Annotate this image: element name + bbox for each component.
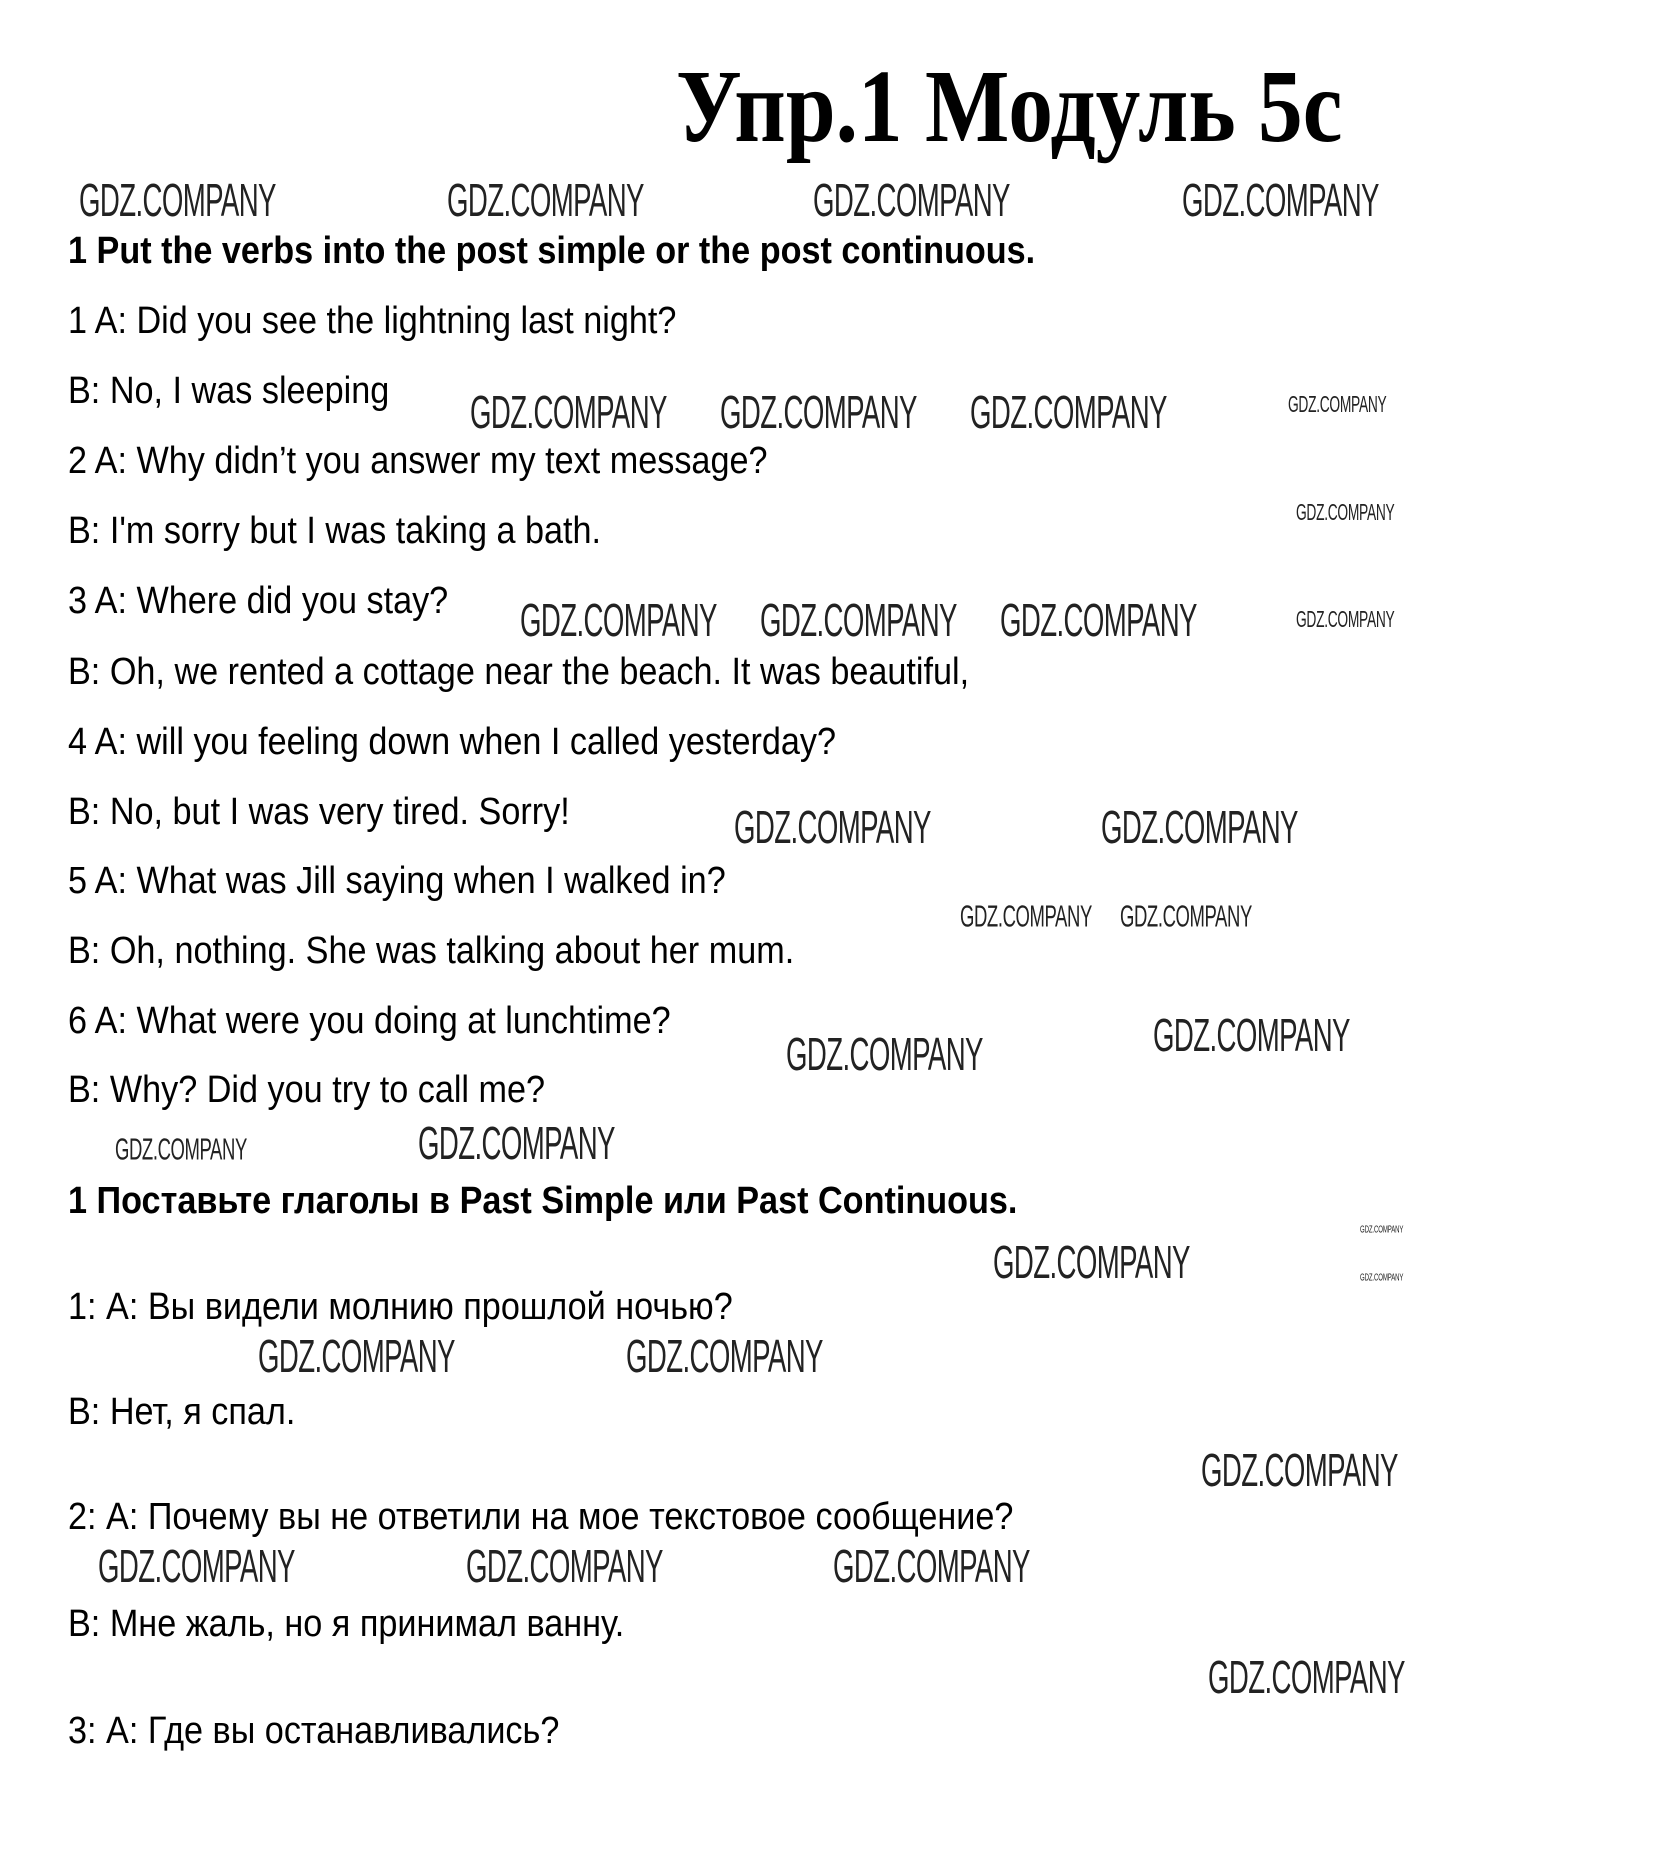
watermark: GDZ.COMPANY xyxy=(115,1131,247,1167)
dialogue-line: В: Нет, я спал. xyxy=(68,1391,296,1433)
watermark: GDZ.COMPANY xyxy=(418,1117,615,1169)
exercise-heading-english: 1 Put the verbs into the post simple or the post continuous. xyxy=(68,230,1036,272)
watermark: GDZ.COMPANY xyxy=(960,898,1092,934)
watermark: GDZ.COMPANY xyxy=(1153,1009,1350,1061)
watermark: GDZ.COMPANY xyxy=(470,386,667,438)
watermark: GDZ.COMPANY xyxy=(447,174,644,226)
watermark: GDZ.COMPANY xyxy=(1101,801,1298,853)
dialogue-line: 1: А: Вы видели молнию прошлой ночью? xyxy=(68,1286,733,1328)
watermark: GDZ.COMPANY xyxy=(1120,898,1252,934)
dialogue-line: B: No, I was sleeping xyxy=(68,370,390,412)
dialogue-line: 1 A: Did you see the lightning last night? xyxy=(68,300,677,342)
dialogue-line: 3 A: Where did you stay? xyxy=(68,580,449,622)
dialogue-line: B: No, but I was very tired. Sorry! xyxy=(68,791,570,833)
dialogue-line: 3: А: Где вы останавливались? xyxy=(68,1710,560,1752)
watermark: GDZ.COMPANY xyxy=(786,1028,983,1080)
exercise-heading-russian: 1 Поставьте глаголы в Past Simple или Past Continuous. xyxy=(68,1180,1018,1222)
dialogue-line: B: I'm sorry but I was taking a bath. xyxy=(68,510,602,552)
watermark: GDZ.COMPANY xyxy=(1208,1651,1405,1703)
dialogue-line: 2 A: Why didn’t you answer my text message? xyxy=(68,440,768,482)
watermark: GDZ.COMPANY xyxy=(813,174,1010,226)
watermark: GDZ.COMPANY xyxy=(1288,391,1387,417)
dialogue-line: B: Oh, nothing. She was talking about her mum. xyxy=(68,930,795,972)
dialogue-line: 5 A: What was Jill saying when I walked in? xyxy=(68,860,726,902)
watermark: GDZ.COMPANY xyxy=(98,1540,295,1592)
watermark: GDZ.COMPANY xyxy=(1182,174,1379,226)
dialogue-line: B: Oh, we rented a cottage near the beach. It was beautiful, xyxy=(68,651,970,693)
dialogue-line: В: Мне жаль, но я принимал ванну. xyxy=(68,1603,625,1645)
watermark: GDZ.COMPANY xyxy=(734,801,931,853)
dialogue-line: B: Why? Did you try to call me? xyxy=(68,1069,546,1111)
watermark: GDZ.COMPANY xyxy=(970,386,1167,438)
watermark: GDZ.COMPANY xyxy=(520,594,717,646)
dialogue-line: 6 A: What were you doing at lunchtime? xyxy=(68,1000,671,1042)
watermark: GDZ.COMPANY xyxy=(1296,499,1395,525)
watermark: GDZ.COMPANY xyxy=(466,1540,663,1592)
watermark: GDZ.COMPANY xyxy=(1296,606,1395,632)
watermark: GDZ.COMPANY xyxy=(626,1330,823,1382)
watermark: GDZ.COMPANY xyxy=(833,1540,1030,1592)
dialogue-line: 2: А: Почему вы не ответили на мое текстовое сообщение? xyxy=(68,1496,1014,1538)
watermark: GDZ.COMPANY xyxy=(1360,1223,1404,1235)
watermark: GDZ.COMPANY xyxy=(79,174,276,226)
watermark: GDZ.COMPANY xyxy=(1000,594,1197,646)
watermark: GDZ.COMPANY xyxy=(720,386,917,438)
watermark: GDZ.COMPANY xyxy=(760,594,957,646)
dialogue-line: 4 A: will you feeling down when I called yesterday? xyxy=(68,721,837,763)
watermark: GDZ.COMPANY xyxy=(993,1236,1190,1288)
watermark: GDZ.COMPANY xyxy=(1201,1444,1398,1496)
watermark: GDZ.COMPANY xyxy=(1360,1271,1404,1283)
watermark: GDZ.COMPANY xyxy=(258,1330,455,1382)
page-title: Упр.1 Модуль 5c xyxy=(676,49,1343,164)
